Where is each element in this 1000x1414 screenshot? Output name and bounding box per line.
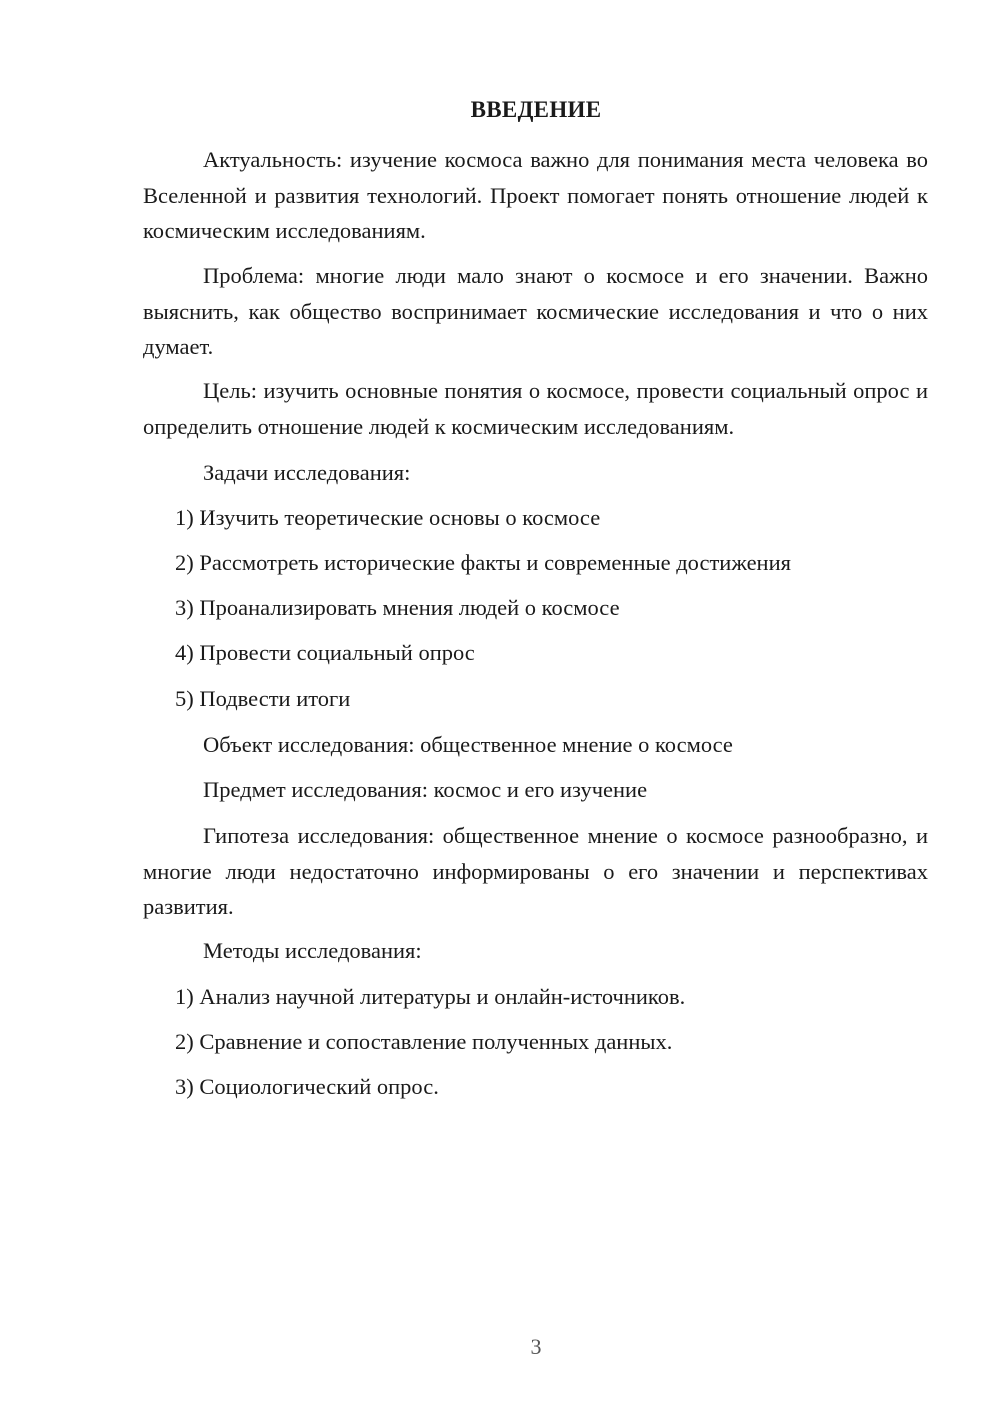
goal-paragraph: Цель: изучить основные понятия о космосе, провести социальный опрос и определить отношение людей к космическим исследованиям. — [143, 378, 928, 439]
task-item: 1) Изучить теоретические основы о космосе — [175, 505, 601, 530]
tasks-label: Задачи исследования: — [203, 460, 411, 485]
task-item: 4) Провести социальный опрос — [175, 640, 475, 665]
page-number: 3 — [530, 1334, 542, 1359]
method-item: 1) Анализ научной литературы и онлайн-источников. — [175, 984, 686, 1009]
method-item: 2) Сравнение и сопоставление полученных данных. — [175, 1029, 673, 1054]
subject-line: Предмет исследования: космос и его изучение — [203, 777, 648, 802]
object-line: Объект исследования: общественное мнение о космосе — [203, 732, 733, 757]
task-item: 2) Рассмотреть исторические факты и современные достижения — [175, 550, 791, 575]
method-item: 3) Социологический опрос. — [175, 1074, 439, 1099]
methods-label: Методы исследования: — [203, 938, 422, 963]
hypothesis-paragraph: Гипотеза исследования: общественное мнение о космосе разнообразно, и многие люди недостаточно информированы о его значении и перспективах развития. — [143, 823, 928, 919]
relevance-paragraph: Актуальность: изучение космоса важно для понимания места человека во Вселенной и развития технологий. Проект помогает понять отношение людей к космическим исследованиям. — [143, 147, 928, 243]
task-item: 3) Проанализировать мнения людей о космосе — [175, 595, 620, 620]
section-heading: ВВЕДЕНИЕ — [470, 97, 602, 122]
task-item: 5) Подвести итоги — [175, 686, 351, 711]
problem-paragraph: Проблема: многие люди мало знают о космосе и его значении. Важно выяснить, как общество воспринимает космические исследования и что о них думает. — [143, 263, 928, 359]
